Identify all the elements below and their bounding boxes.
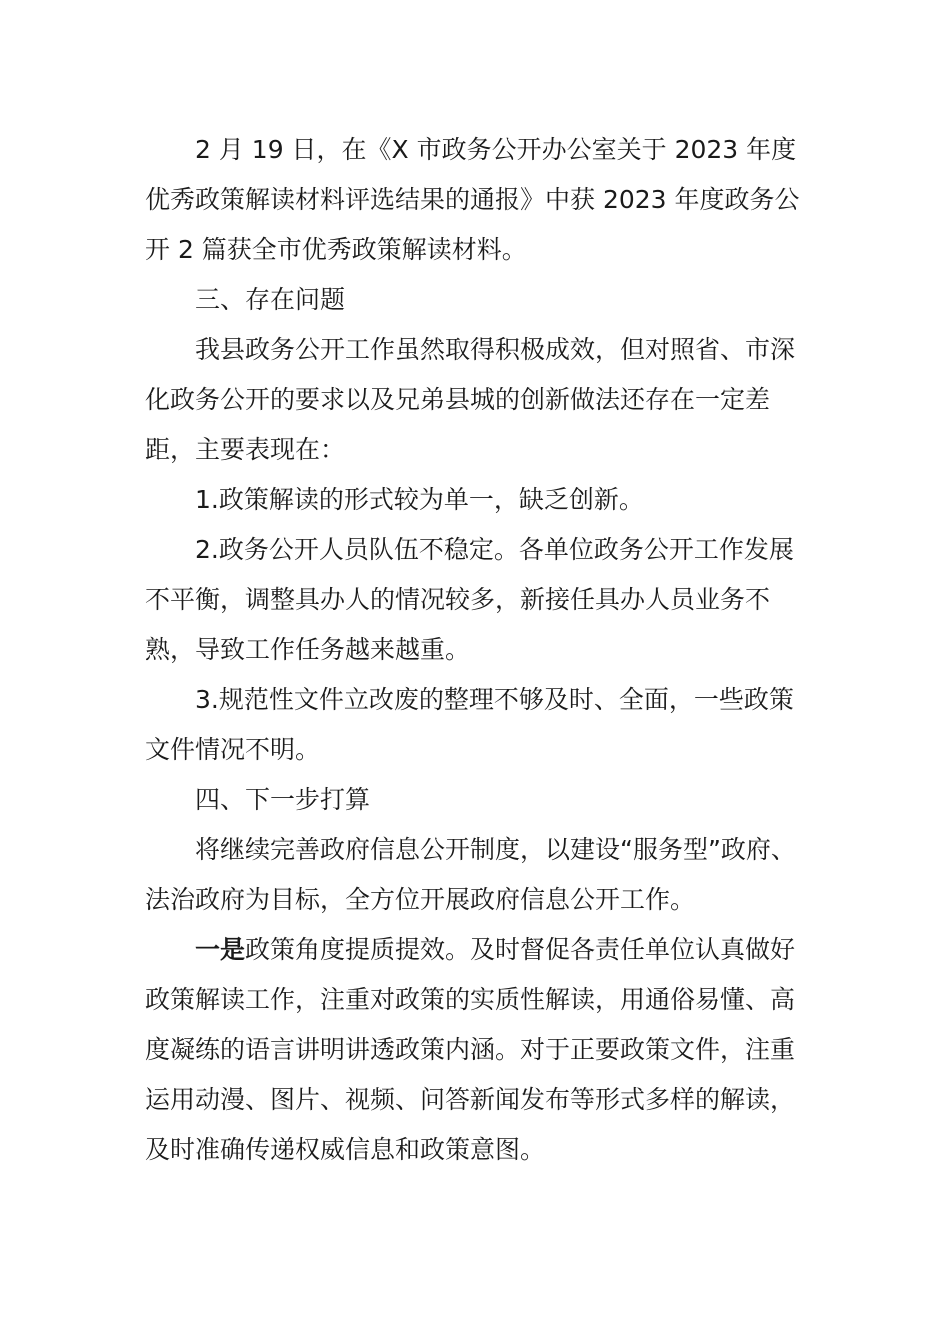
section-heading-next-steps: 四、下一步打算 xyxy=(195,785,371,814)
paragraph-award-notice: 2 月 19 日，在《X 市政务公开办公室关于 2023 年度优秀政策解读材料评选结果的通报》中获 2023 年度政务公开 2 篇获全市优秀政策解读材料。 xyxy=(145,135,800,264)
paragraph-next-steps-intro: 将继续完善政府信息公开制度，以建设“服务型”政府、法治政府为目标，全方位开展政府信息公开工作。 xyxy=(145,835,796,914)
document-body xyxy=(145,125,810,1175)
paragraph-problem-1: 1.政策解读的形式较为单一，缺乏创新。 xyxy=(195,485,644,514)
paragraph-policy-body: 政策角度提质提效。及时督促各责任单位认真做好政策解读工作，注重对政策的实质性解读，用通俗易懂、高度凝练的语言讲明讲透政策内涵。对于正要政策文件，注重运用动漫、图片、视频、问答新闻发布等形式多样的解读，及时准确传递权威信息和政策意图。 xyxy=(145,935,796,1164)
paragraph-problem-3: 3.规范性文件立改废的整理不够及时、全面，一些政策文件情况不明。 xyxy=(145,685,794,764)
paragraph-problems-intro: 我县政务公开工作虽然取得积极成效，但对照省、市深化政务公开的要求以及兄弟县城的创新做法还存在一定差距，主要表现在： xyxy=(145,335,796,464)
section-heading-problems: 三、存在问题 xyxy=(195,285,346,314)
paragraph-problem-2: 2.政务公开人员队伍不稳定。各单位政务公开工作发展不平衡，调整具办人的情况较多，新接任具办人员业务不熟，导致工作任务越来越重。 xyxy=(145,535,794,664)
paragraph-policy-interpretation xyxy=(145,925,810,1175)
bold-lead-text: 一是 xyxy=(195,935,246,964)
